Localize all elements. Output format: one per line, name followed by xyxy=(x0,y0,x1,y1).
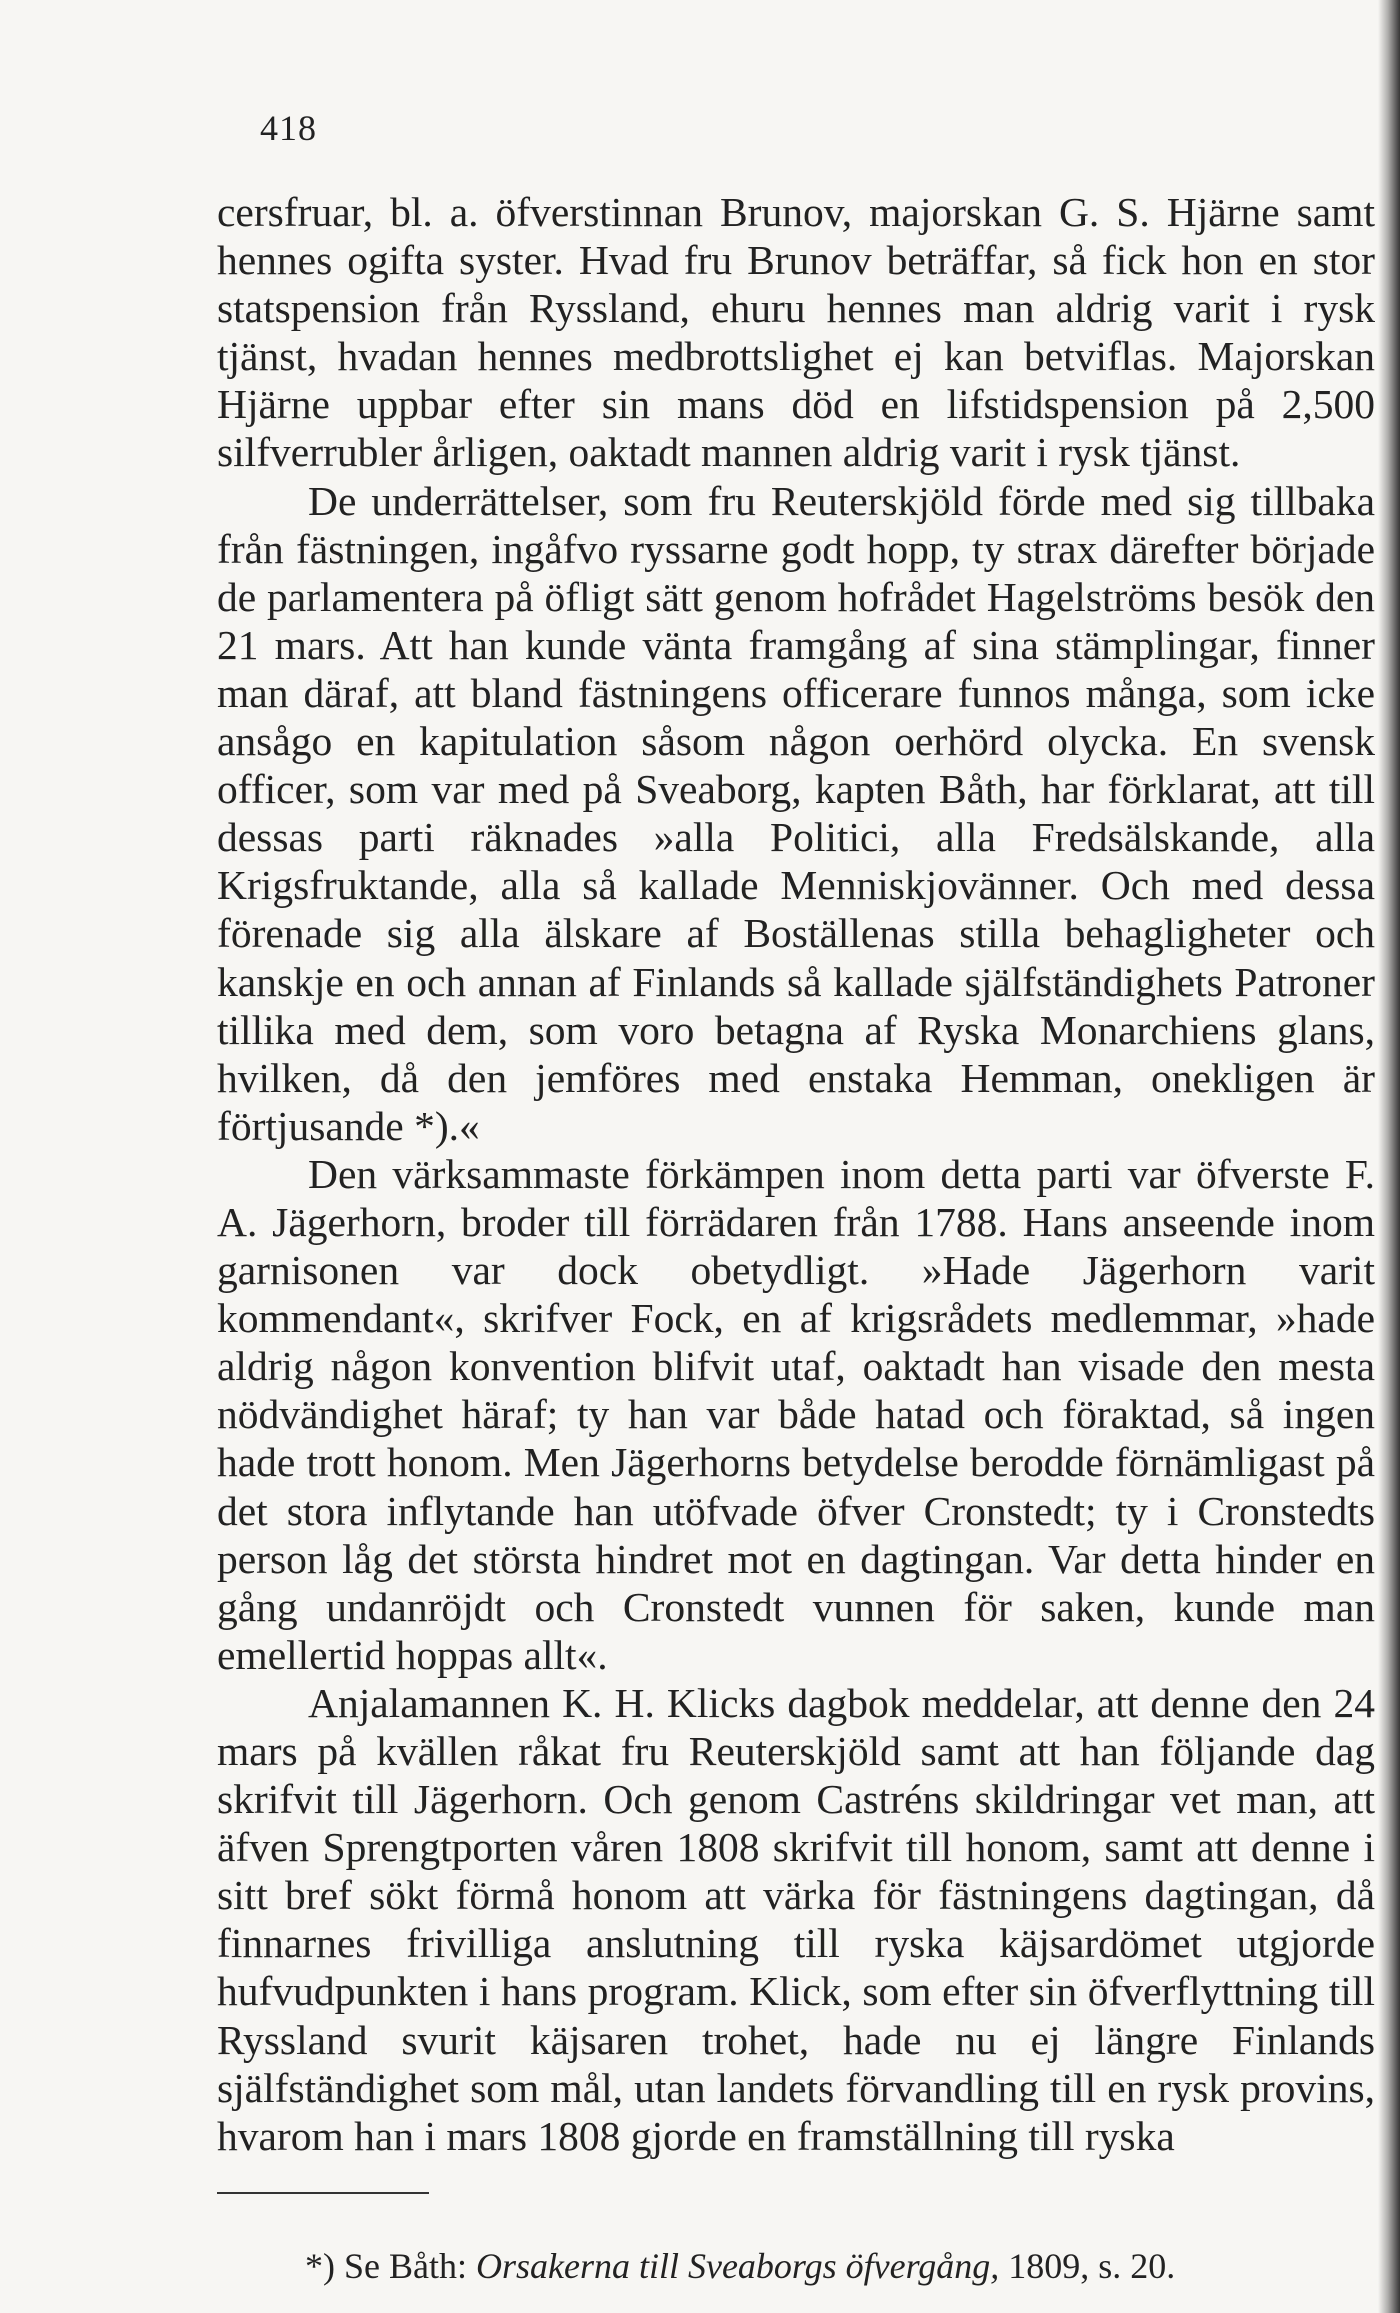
paragraph-1: cersfruar, bl. a. öfverstinnan Brunov, majorskan G. S. Hjärne samt hennes ogifta syster. Hvad fru Brunov beträffar, så fick hon en stor statspension från Ryssland, ehuru hennes man aldrig varit i rysk tjänst, hvadan hennes medbrottslighet ej kan betviflas. Majorskan Hjärne uppbar efter sin mans död en lifstidspension på 2,500 silfverrubler årligen, oaktadt mannen aldrig varit i rysk tjänst. xyxy=(217,189,1375,476)
paragraph-3: Den värksammaste förkämpen inom detta parti var öfverste F. A. Jägerhorn, broder till förrädaren från 1788. Hans anseende inom garnisonen var dock obetydligt. »Hade Jägerhorn varit kommendant«, skrifver Fock, en af krigsrådets medlemmar, »hade aldrig någon konvention blifvit utaf, oaktadt han visade den mesta nödvändighet häraf; ty han var både hatad och föraktad, så ingen hade trott honom. Men Jägerhorns betydelse berodde förnämligast på det stora inflytande han utöfvade öfver Cronstedt; ty i Cronstedts person låg det största hindret mot en dagtingan. Var detta hinder en gång undanröjdt och Cronstedt vunnen för saken, kunde man emellertid hoppas allt«. xyxy=(217,1150,1375,1678)
book-page xyxy=(217,108,1375,2288)
footnote-title: Orsakerna till Sveaborgs öfvergång, xyxy=(475,2245,1000,2286)
footnote-reference: 1809, s. 20. xyxy=(1008,2245,1176,2286)
page-number: 418 xyxy=(260,108,317,148)
page-edge-shadow xyxy=(1378,0,1400,2313)
body-text xyxy=(217,188,1375,2160)
paragraph-4: Anjalamannen K. H. Klicks dagbok meddelar, att denne den 24 mars på kvällen råkat fru Reuterskjöld samt att han följande dag skrifvit till Jägerhorn. Och genom Castréns skildringar vet man, att äfven Sprengtporten våren 1808 skrifvit till honom, samt att denne i sitt bref sökt förmå honom att värka för fästningens dagtingan, då finnarnes frivilliga anslutning till ryska käjsardömet utgjorde hufvudpunkten i hans program. Klick, som efter sin öfverflyttning till Ryssland svurit käjsaren trohet, hade nu ej längre Finlands själfständighet som mål, utan landets förvandling till en rysk provins, hvarom han i mars 1808 gjorde en framställning till ryska xyxy=(217,1679,1375,2159)
footnote-marker: *) Se Båth: xyxy=(305,2245,467,2286)
footnote xyxy=(305,2244,1375,2288)
footnote-divider xyxy=(217,2192,429,2194)
paragraph-2: De underrättelser, som fru Reuterskjöld förde med sig tillbaka från fästningen, ingåfvo ryssarne godt hopp, ty strax därefter började de parlamentera på öfligt sätt genom hofrådet Hagelströms besök den 21 mars. Att han kunde vänta framgång af sina stämplingar, finner man däraf, att bland fästningens officerare funnos många, som icke ansågo en kapitulation såsom någon oerhörd olycka. En svensk officer, som var med på Sveaborg, kapten Båth, har förklarat, att till dessas parti räknades »alla Politici, alla Fredsälskande, alla Krigsfruktande, alla så kallade Menniskjovänner. Och med dessa förenade sig alla älskare af Boställenas stilla behagligheter och kanskje en och annan af Finlands så kallade själfständighets Patroner tillika med dem, som voro betagna af Ryska Monarchiens glans, hvilken, då den jemföres med enstaka Hemman, onekligen är förtjusande *).« xyxy=(217,477,1375,1149)
